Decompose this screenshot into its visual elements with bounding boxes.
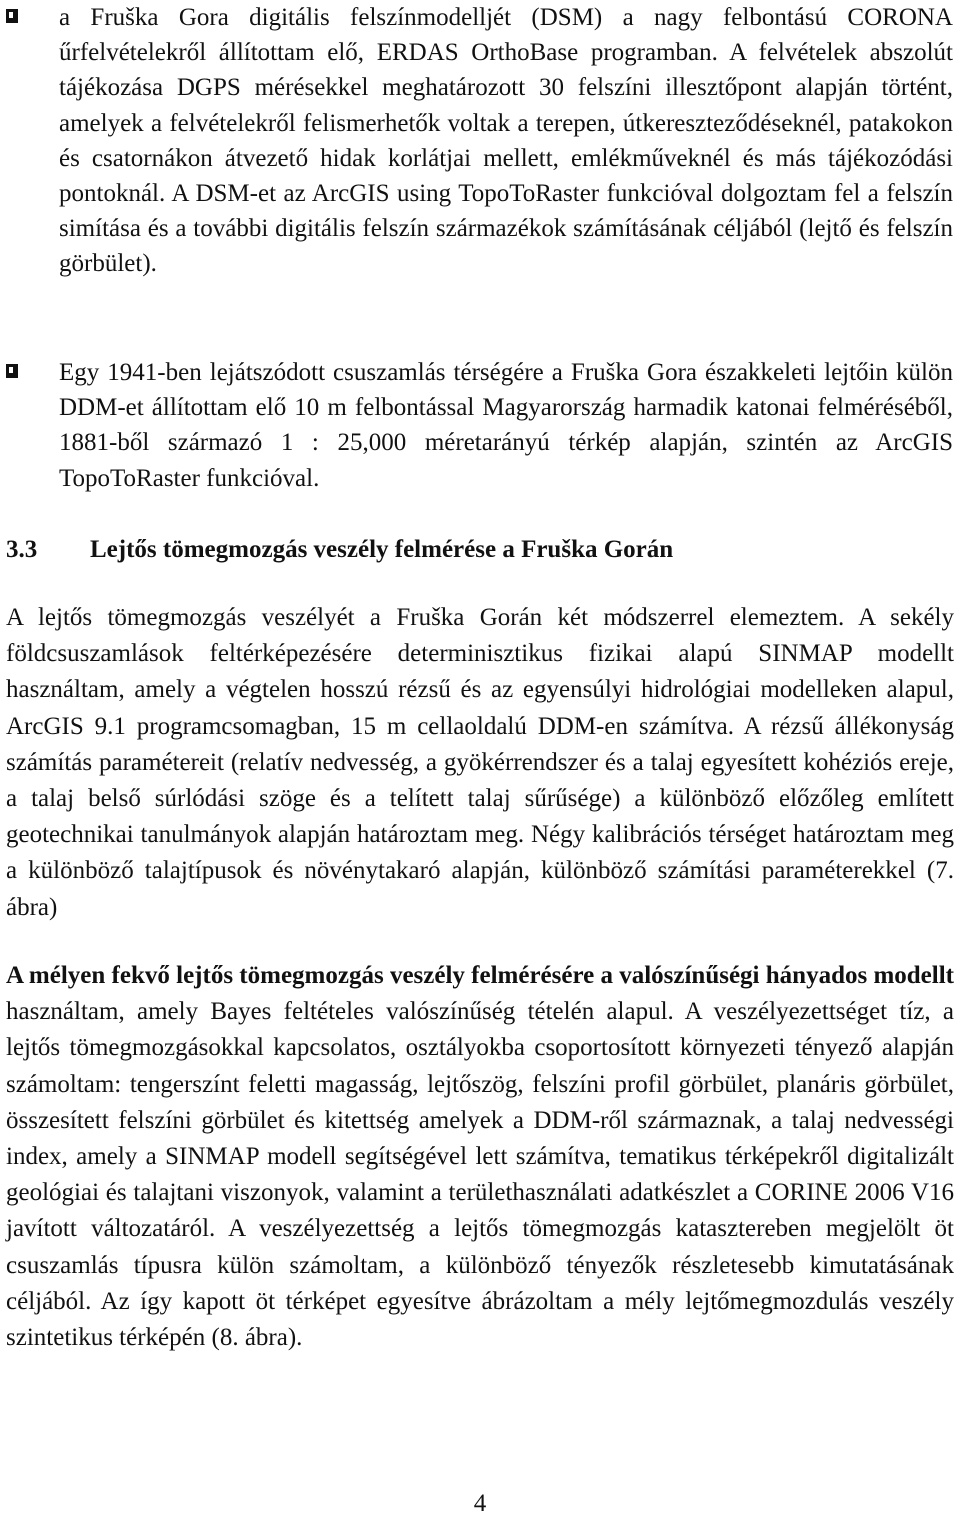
square-bullet-icon (6, 364, 18, 378)
page-number: 4 (473, 1490, 487, 1517)
paragraph-text: A lejtős tömegmozgás veszélyét a Fruška Gorán két módszerrel elemeztem. A sekély földcsuszamlások feltérképezésére determinisztikus fizikai alapú SINMAP modellt használtam, amely a végtelen hosszú rézsű és az egyensúlyi hidrológiai modelleken alapul, ArcGIS 9.1 programcsomagban, 15 m cellaoldalú DDM-en számítva. A rézsű állékonyság számítás paramétereit (relatív nedvesség, a gyökérrendszer és a talaj egyesített kohéziós ereje, a talaj belső súrlódási szöge és a telített talaj sűrűsége) a különböző előzőleg említett geotechnikai tanulmányok alapján határoztam meg. Négy kalibrációs térséget határoztam meg a különböző talajtípusok és növénytakaró alapján, különböző számítási paraméterekkel (7. ábra) (6, 604, 954, 921)
square-bullet-icon (6, 9, 18, 23)
paragraph (6, 600, 954, 926)
section-number: 3.3 (6, 536, 38, 563)
bullet-text: Egy 1941-ben lejátszódott csuszamlás térségére a Fruška Gora északkeleti lejtőin külön DDM-et állítottam elő 10 m felbontással Magyarország harmadik katonai felméréséből, 1881-ből származó 1 : 25,000 méretarányú térkép alapján, szintén az ArcGIS TopoToRaster funkcióval. (59, 359, 953, 492)
paragraph-bold-lead: A mélyen fekvő lejtős tömegmozgás veszély felmérésére a valószínűségi hányados modellt (6, 962, 954, 989)
bullet-text: a Fruška Gora digitális felszínmodelljét (DSM) a nagy felbontású CORONA űrfelvételekről állítottam elő, ERDAS OrthoBase programban. A felvételek abszolút tájékozása DGPS mérésekkel meghatározott 30 felszíni illesztőpont alapján történt, amelyek a felvételekről felismerhetők voltak a terepen, útkereszteződéseknél, patakokon és csatornákon átvezető hidak korlátjai mellett, emlékműveknél és más tájékozódási pontoknál. A DSM-et az ArcGIS using TopoToRaster funkcióval dolgoztam fel a felszín simítása és a további digitális felszín származékok számításának céljából (lejtő és felszín görbület). (59, 4, 953, 278)
paragraph (6, 958, 954, 1356)
paragraph-text: használtam, amely Bayes feltételes valószínűség tételén alapul. A veszélyezettséget tíz, a lejtős tömegmozgásokkal kapcsolatos, osztályokba csoportosított környezeti tényező alapján számoltam: tengerszínt feletti magasság, lejtőszög, felszíni profil görbület, planáris görbület, összesített felszíni görbület és kitettség amelyek a DDM-ről származnak, a talaj nedvességi index, amely a SINMAP modell segítségével lett számítva, tematikus térképekről digitalizált geológiai és talajtani viszonyok, valamint a területhasználati adatkészlet a CORINE 2006 V16 javított változatáról. A veszélyezettség a lejtős tömegmozgás katasztereben megjelölt öt csuszamlás típusra külön számoltam, a különböző tényezők részletesebb kimutatásának céljából. Az így kapott öt térképet egyesítve ábrázoltam a mély lejtőmegmozdulás veszély szintetikus térképén (8. ábra). (6, 998, 954, 1352)
section-title: Lejtős tömegmozgás veszély felmérése a Fruška Gorán (90, 536, 674, 563)
section-heading (6, 532, 673, 567)
